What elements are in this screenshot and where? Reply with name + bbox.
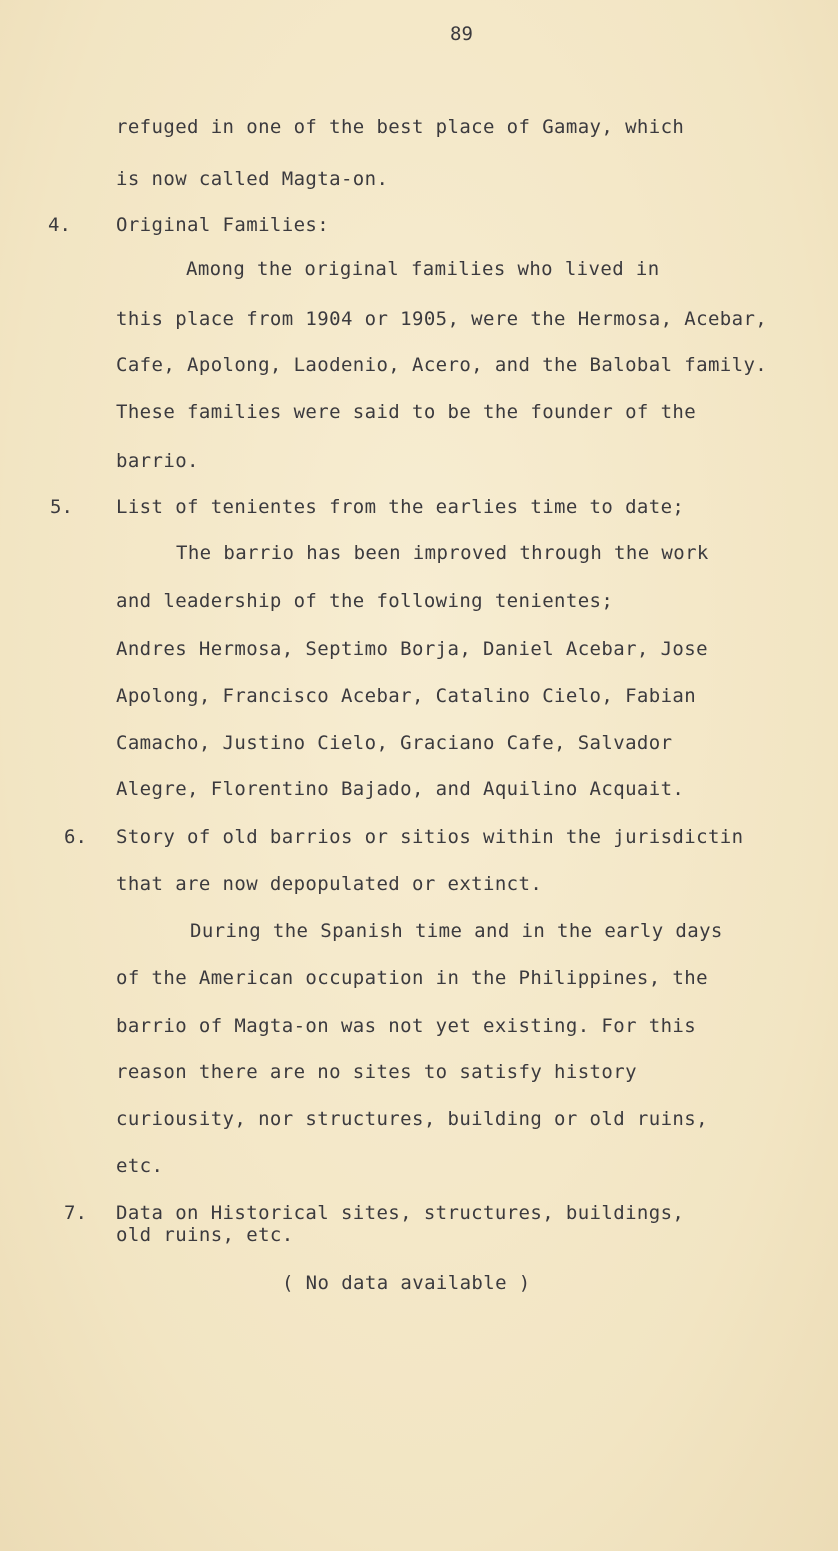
section-number: 5. — [50, 496, 73, 518]
text-line: Camacho, Justino Cielo, Graciano Cafe, Salvador — [116, 732, 673, 754]
section-number: 7. — [64, 1202, 87, 1224]
text-line: The barrio has been improved through the work — [176, 542, 709, 564]
text-line: that are now depopulated or extinct. — [116, 873, 543, 895]
text-line: Cafe, Apolong, Laodenio, Acero, and the Balobal family. — [116, 354, 768, 376]
section-number: 6. — [64, 826, 87, 848]
text-line: Andres Hermosa, Septimo Borja, Daniel Acebar, Jose — [116, 638, 708, 660]
text-line: refuged in one of the best place of Gamay, which — [116, 116, 685, 138]
section-heading: Data on Historical sites, structures, buildings, — [116, 1202, 685, 1224]
text-line: of the American occupation in the Philippines, the — [116, 967, 708, 989]
text-line: During the Spanish time and in the early days — [190, 920, 723, 942]
text-line: barrio of Magta-on was not yet existing. For this — [116, 1015, 697, 1037]
page-number: 89 — [450, 23, 473, 45]
text-line: reason there are no sites to satisfy history — [116, 1061, 637, 1083]
section-heading: Story of old barrios or sitios within the jurisdictin — [116, 826, 744, 848]
section-number: 4. — [48, 214, 71, 236]
text-line: is now called Magta-on. — [116, 168, 389, 190]
section-heading: Original Families: — [116, 214, 330, 236]
section-heading-continued: old ruins, etc. — [116, 1224, 294, 1246]
text-line: Alegre, Florentino Bajado, and Aquilino Acquait. — [116, 778, 685, 800]
text-line: Among the original families who lived in — [186, 258, 660, 280]
text-line: Apolong, Francisco Acebar, Catalino Cielo, Fabian — [116, 685, 697, 707]
note-text: ( No data available ) — [282, 1272, 531, 1294]
text-line: and leadership of the following tenientes; — [116, 590, 614, 612]
text-line: etc. — [116, 1155, 164, 1177]
text-line: barrio. — [116, 450, 199, 472]
text-line: These families were said to be the founder of the — [116, 401, 697, 423]
text-line: curiousity, nor structures, building or old ruins, — [116, 1108, 708, 1130]
section-heading: List of tenientes from the earlies time to date; — [116, 496, 685, 518]
text-line: this place from 1904 or 1905, were the Hermosa, Acebar, — [116, 308, 768, 330]
